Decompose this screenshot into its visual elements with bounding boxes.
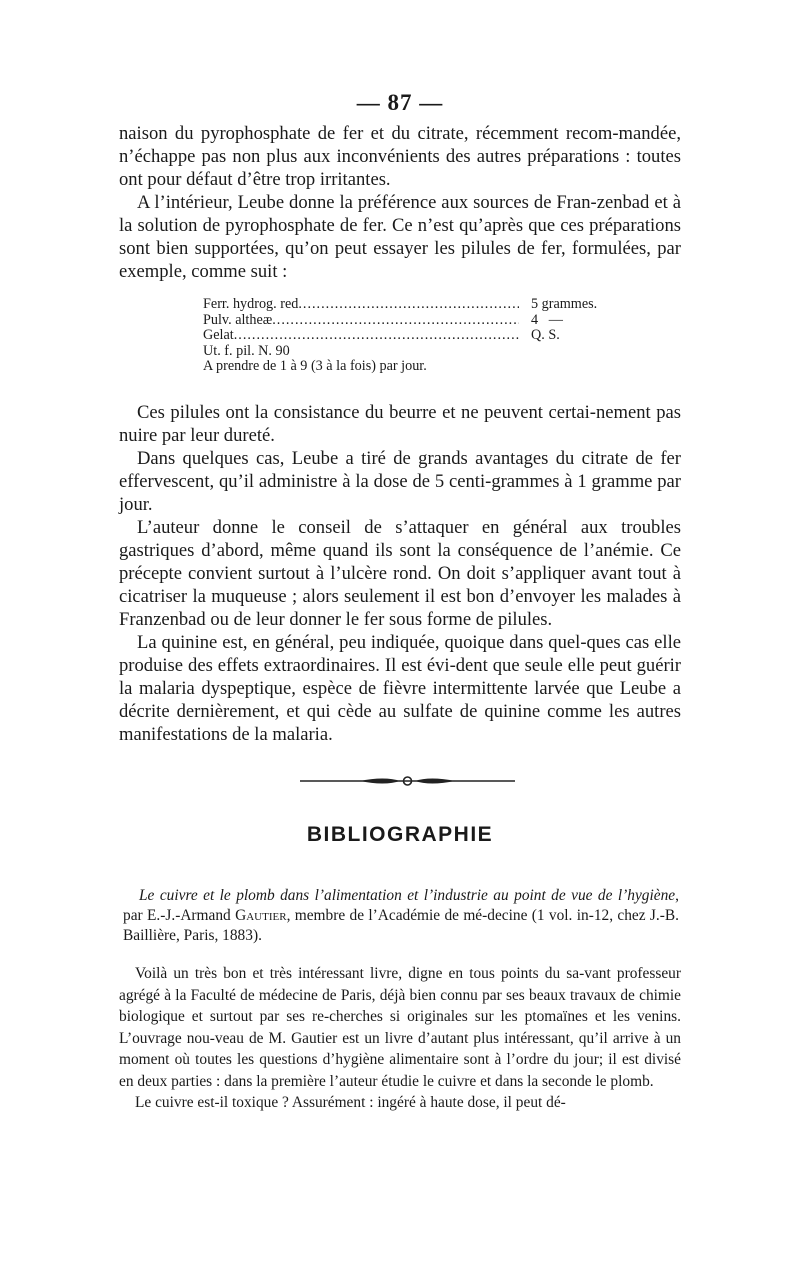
page-number: — 87 — <box>356 90 444 115</box>
reference-details: , membre de l’Académie de mé-decine (1 vol. in-12, chez J.-B. Baillière, Paris, 1883). <box>123 907 679 944</box>
paragraph: A l’intérieur, Leube donne la préférence aux sources de Fran-zenbad et à la solution de pyrophosphate de fer. Ce n’est qu’après que ces préparations sont bien supportées, qu’on peut essayer les pilules de fer, formulées, par exemple, comme suit : <box>119 192 681 282</box>
section-divider-ornament <box>300 774 515 788</box>
recipe-ingredient: Pulv. altheæ <box>203 311 273 328</box>
recipe-quantity: 4 — <box>531 311 563 328</box>
paragraph: La quinine est, en général, peu indiquée, quoique dans quel-ques cas elle produise des effets extraordinaires. Il est évi-dent que seule elle peut guérir la malaria dyspeptique, espèce de fièvre intermittente larvée que Leube a décrite dernièrement, et qui cède au sulfate de quinine comme les autres manifestations de la malaria. <box>119 632 681 745</box>
paragraph: Dans quelques cas, Leube a tiré de grands avantages du citrate de fer effervescent, qu’il administre à la dose de 5 centi-grammes à 1 gramme par jour. <box>119 448 681 515</box>
reference-author: Gautier <box>235 907 287 924</box>
recipe-ingredient: Ferr. hydrog. red <box>203 296 299 312</box>
recipe-ingredient: Gelat <box>203 327 234 343</box>
recipe-row <box>203 313 623 329</box>
bibliography-reference <box>123 886 679 946</box>
bibliography-heading: BIBLIOGRAPHIE <box>306 823 494 846</box>
paragraph: Ces pilules ont la consistance du beurre et ne peuvent certai-nement pas nuire par leur dureté. <box>119 402 681 446</box>
body-text-middle <box>119 401 681 746</box>
reference-title: Le cuivre et le plomb dans l’alimentation et l’industrie au point de vue de l’hygiène <box>139 887 676 904</box>
review-paragraph: Voilà un très bon et très intéressant livre, digne en tous points du sa-vant professeur agrégé à la Faculté de médecine de Paris, déjà bien connu par ses beaux travaux de chimie biologique et surtout par ses re-cherches si originales sur les ptomaïnes et les venins. L’ouvrage nou-veau de M. Gautier est un livre d’autant plus intéressant, qu’il arrive à un moment où toutes les questions d’hygiène alimentaire sont à l’ordre du jour; il est divisé en deux parties : dans la première l’auteur étudie le cuivre et dans la seconde le plomb. <box>119 965 681 1090</box>
review-paragraph: Le cuivre est-il toxique ? Assurément : ingéré à haute dose, il peut dé- <box>135 1094 566 1111</box>
dot-leader <box>234 328 519 344</box>
dot-leader <box>272 313 519 329</box>
recipe-quantity: Q. S. <box>531 327 560 343</box>
recipe-row <box>203 297 623 313</box>
recipe-formula <box>203 297 623 375</box>
recipe-dosage: A prendre de 1 à 9 (3 à la fois) par jour. <box>203 358 427 374</box>
recipe-quantity: 5 grammes. <box>531 296 598 312</box>
paragraph: naison du pyrophosphate de fer et du citrate, récemment recom-mandée, n’échappe pas non plus aux inconvénients des autres préparations : toutes ont pour défaut d’être trop irritantes. <box>119 123 681 190</box>
recipe-instruction: Ut. f. pil. N. 90 <box>203 342 290 359</box>
body-text-top <box>119 122 681 283</box>
paragraph: L’auteur donne le conseil de s’attaquer en général aux troubles gastriques d’abord, même quand ils sont la conséquence de l’anémie. Ce précepte convient surtout à l’ulcère rond. On doit s’appliquer avant tout à cicatriser la muqueuse ; alors seulement il est bon d’envoyer les malades à Franzenbad ou de leur donner le fer sous forme de pilules. <box>119 517 681 630</box>
recipe-row <box>203 328 623 344</box>
dot-leader <box>298 297 519 313</box>
reference-by: , par E.-J.-Armand <box>123 887 679 924</box>
bibliography-review <box>119 963 681 1114</box>
